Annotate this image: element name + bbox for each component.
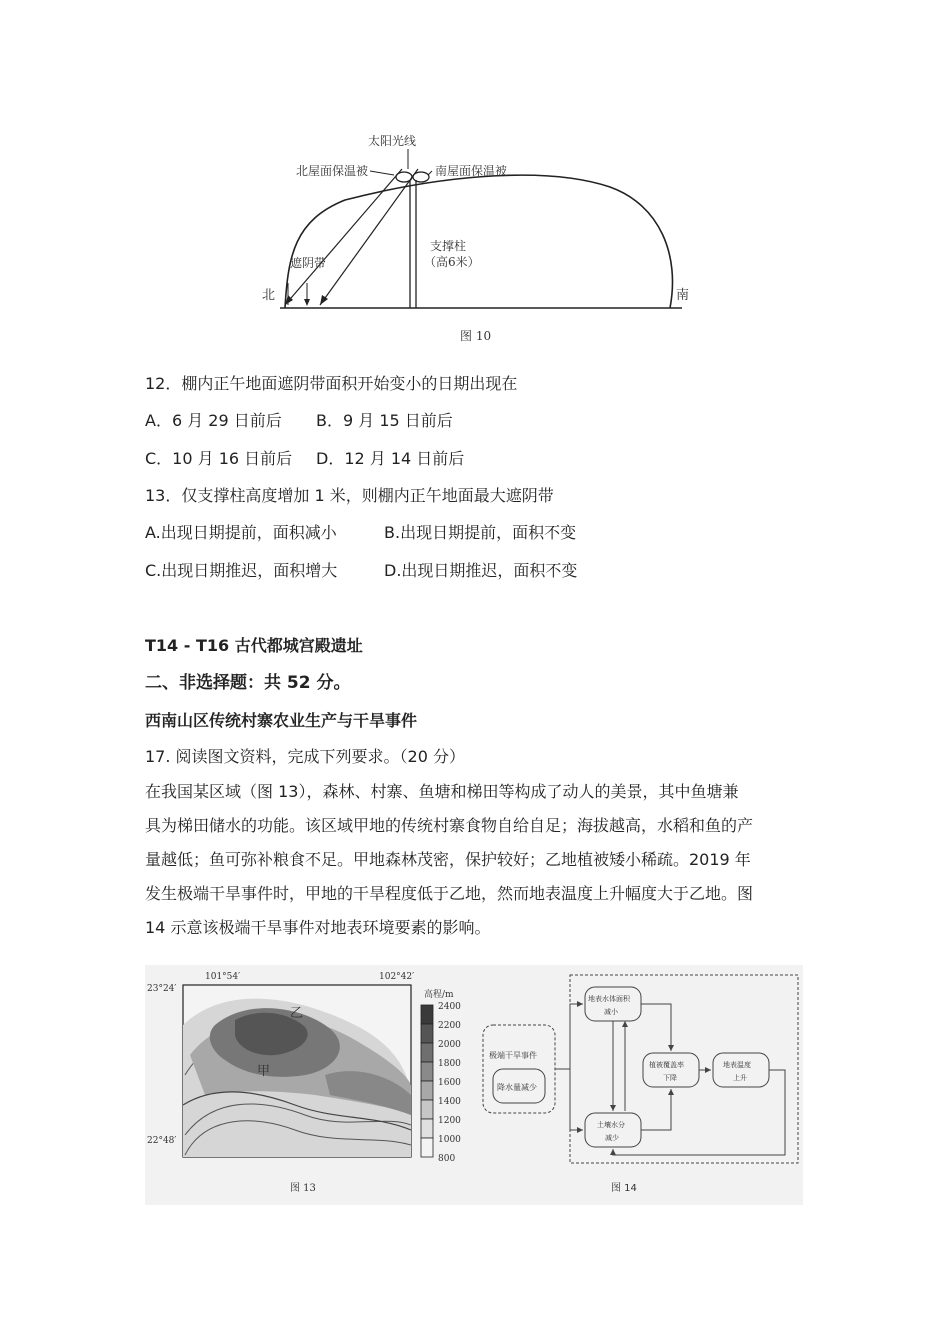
figure-10-caption: 图 10 [460, 329, 492, 343]
label-shade-band: 遮阴带 [290, 256, 327, 270]
question-13-option-d: D.出现日期推迟，面积不变 [384, 561, 578, 580]
legend-value-1: 2400 [438, 1002, 461, 1012]
vegetation-label-2: 下降 [663, 1074, 677, 1082]
legend-value-6: 1400 [438, 1097, 461, 1107]
question-12-option-c: C．10 月 16 日前后 [145, 449, 293, 468]
legend-value-8: 1000 [438, 1135, 461, 1145]
heading-part-two: 二、非选择题：共 52 分。 [145, 673, 351, 693]
sun-ray-2 [320, 169, 418, 305]
figure-14-caption: 图 14 [611, 1183, 637, 1194]
figure-10-greenhouse-diagram [250, 125, 700, 350]
question-12-option-d: D．12 月 14 日前后 [316, 449, 465, 468]
lat-label-2: 22°48′ [147, 1136, 177, 1146]
surface-temp-label-1: 地表温度 [723, 1061, 751, 1069]
point-yi: 乙 [290, 1006, 304, 1021]
legend-value-2: 2200 [438, 1021, 461, 1031]
surface-temp-label-2: 上升 [733, 1074, 747, 1082]
label-north: 北 [262, 288, 276, 303]
label-sun-rays: 太阳光线 [368, 134, 417, 148]
water-area-label-1: 地表水体面积 [588, 995, 630, 1003]
question-12-stem: 12．棚内正午地面遮阴带面积开始变小的日期出现在 [145, 374, 518, 393]
question-13-stem: 13．仅支撑柱高度增加 1 米，则棚内正午地面最大遮阴带 [145, 486, 554, 505]
legend-value-4: 1800 [438, 1059, 461, 1069]
soil-moisture-label-2: 减少 [605, 1134, 619, 1142]
legend-value-3: 2000 [438, 1040, 461, 1050]
heading-t14-t16: T14 - T16 古代都城宫殿遗址 [145, 636, 363, 655]
figure-13-elevation-map [145, 965, 475, 1205]
legend-value-9: 800 [438, 1154, 456, 1164]
lat-label-1: 23°24′ [147, 984, 177, 994]
point-jia: 甲 [257, 1064, 271, 1079]
soil-moisture-label-1: 土壤水分 [597, 1121, 625, 1129]
question-17-line-3: 量越低；鱼可弥补粮食不足。甲地森林茂密，保护较好；乙地植被矮小稀疏。2019 年 [145, 850, 751, 869]
water-area-label-2: 减小 [604, 1008, 618, 1016]
question-17-stem: 17. 阅读图文资料，完成下列要求。（20 分） [145, 747, 465, 766]
rain-decrease-label: 降水量减少 [497, 1083, 537, 1092]
question-17-line-4: 发生极端干旱事件时，甲地的干旱程度低于乙地，然而地表温度上升幅度大于乙地。图 [145, 884, 754, 903]
legend-value-7: 1200 [438, 1116, 461, 1126]
sun-ray-1 [285, 169, 402, 305]
question-17-text [145, 775, 805, 945]
label-south-quilt: 南屋面保温被 [435, 164, 508, 178]
question-13-option-b: B.出现日期提前，面积不变 [384, 523, 577, 542]
question-13-option-c: C.出现日期推迟，面积增大 [145, 561, 338, 580]
question-12-option-b: B．9 月 15 日前后 [316, 411, 453, 430]
greenhouse-roof-outline [285, 175, 673, 308]
figure-14-flow-diagram [475, 965, 803, 1205]
label-south: 南 [676, 288, 690, 303]
question-17-line-5: 14 示意该极端干旱事件对地表环境要素的影响。 [145, 918, 491, 937]
question-17-line-1: 在我国某区域（图 13），森林、村寨、鱼塘和梯田等构成了动人的美景，其中鱼塘兼 [145, 782, 739, 801]
label-pillar-height: （高6米） [424, 255, 480, 269]
lon-label-2: 102°42′ [379, 972, 415, 982]
event-label: 极端干旱事件 [489, 1051, 537, 1060]
lon-label-1: 101°54′ [205, 972, 241, 982]
label-north-quilt: 北屋面保温被 [296, 164, 369, 178]
question-12-option-a: A．6 月 29 日前后 [145, 411, 282, 430]
label-pillar: 支撑柱 [430, 239, 467, 253]
heading-topic: 西南山区传统村寨农业生产与干旱事件 [145, 711, 418, 730]
question-13-option-a: A.出现日期提前，面积减小 [145, 523, 337, 542]
figure-13-caption: 图 13 [290, 1183, 316, 1194]
vegetation-label-1: 植被覆盖率 [649, 1061, 684, 1069]
legend-title: 高程/m [424, 990, 454, 1000]
legend-value-5: 1600 [438, 1078, 461, 1088]
question-17-line-2: 具为梯田储水的功能。该区域甲地的传统村寨食物自给自足；海拔越高，水稻和鱼的产 [145, 816, 754, 835]
